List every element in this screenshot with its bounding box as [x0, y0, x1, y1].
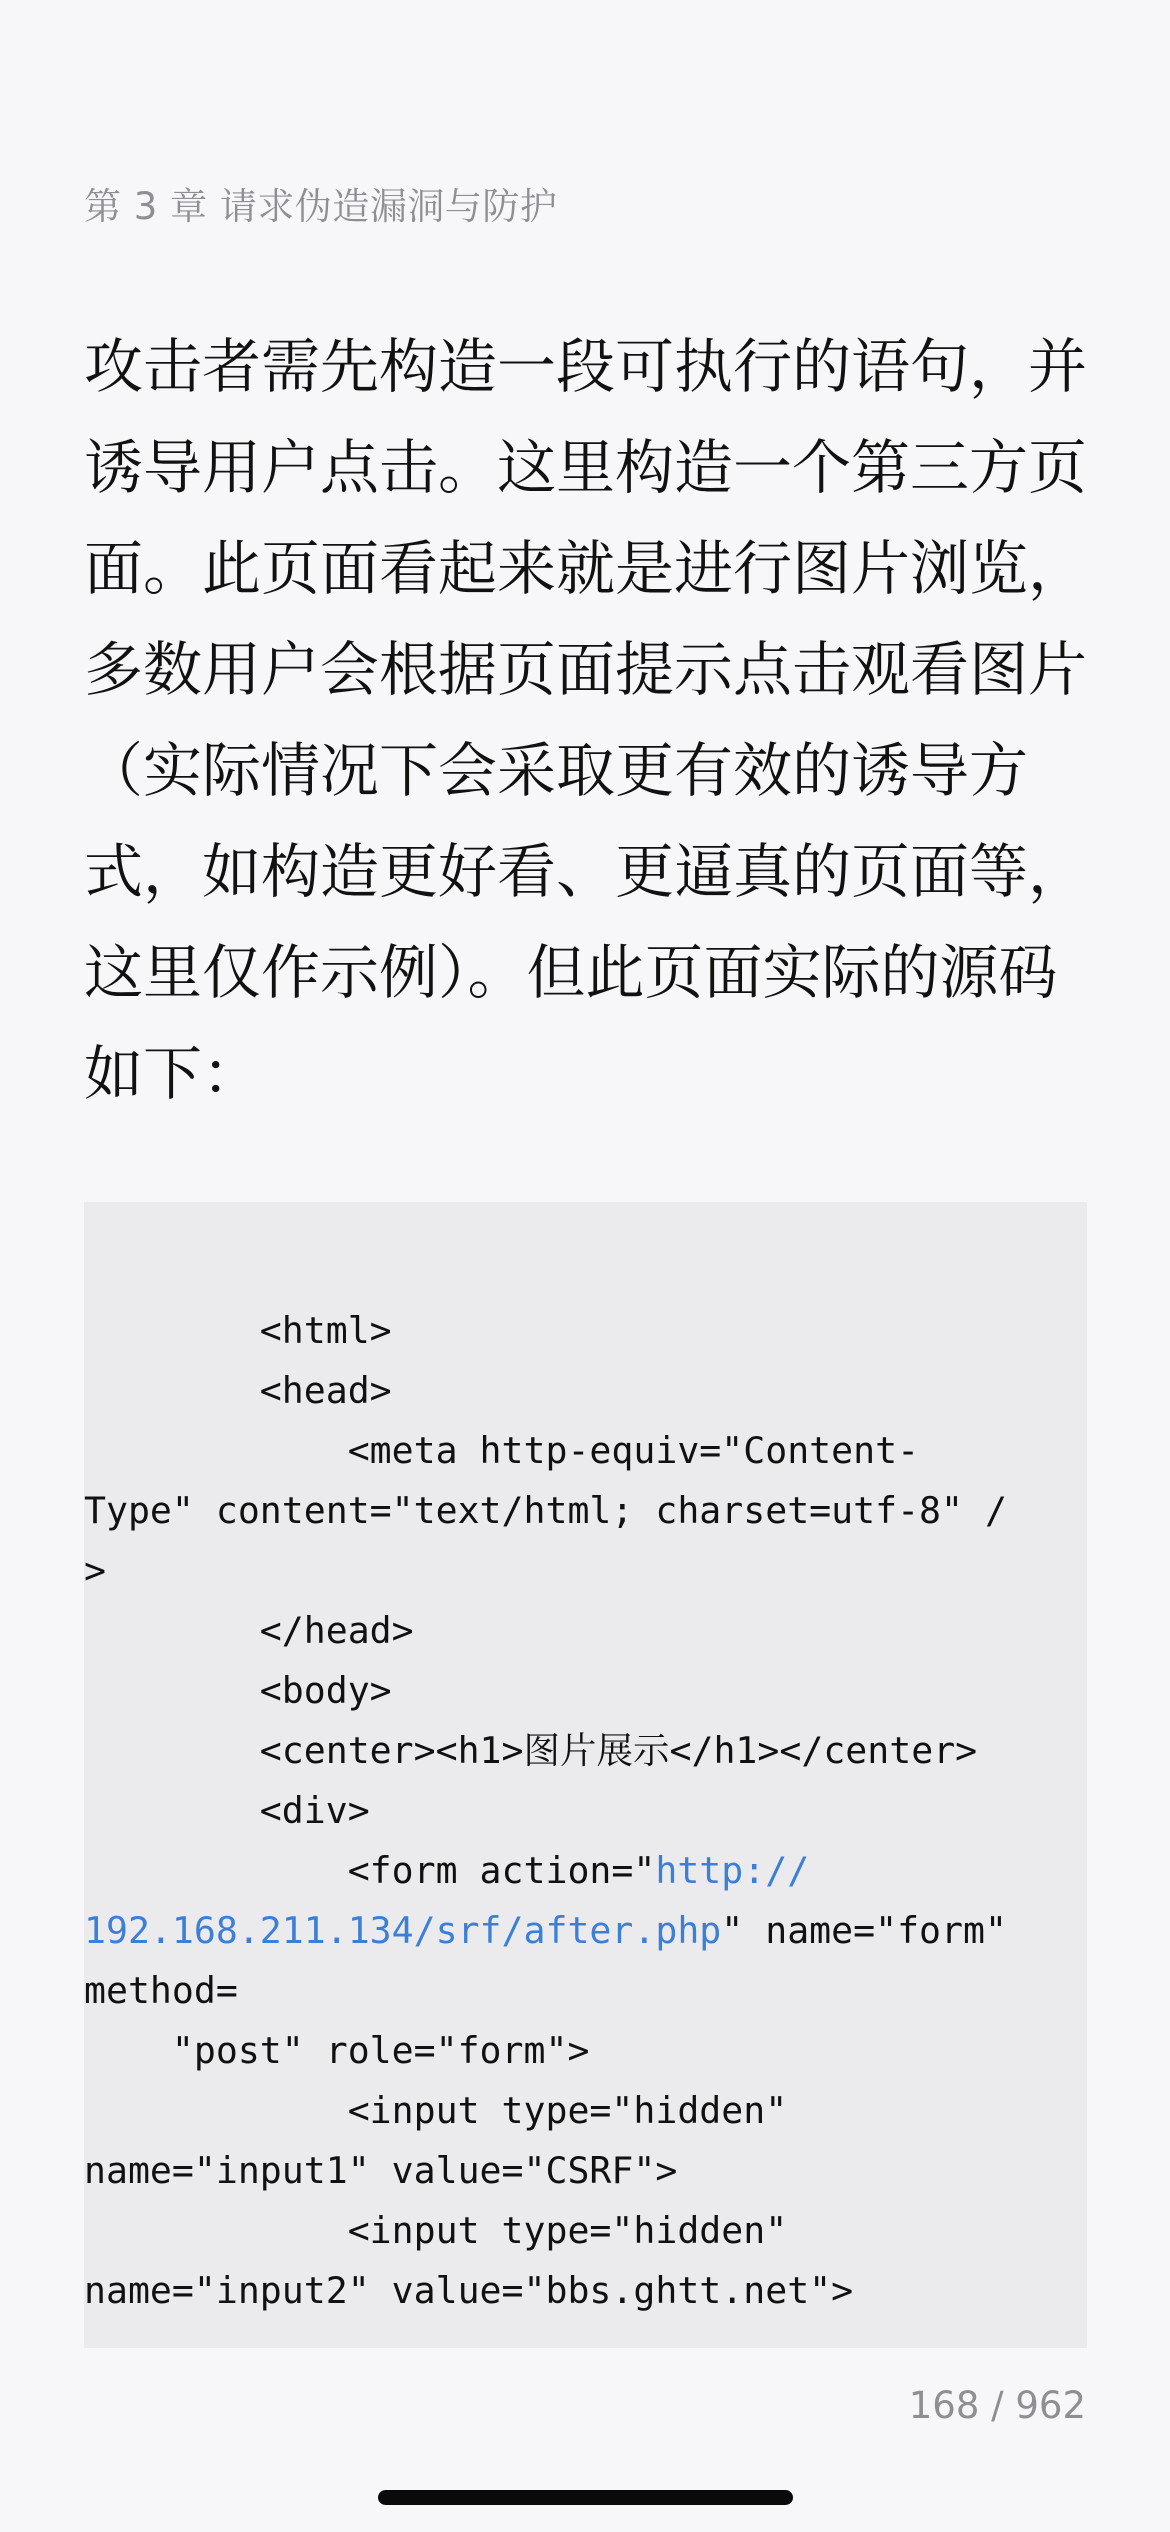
code-line: <input type="hidden": [84, 2089, 788, 2132]
code-line: <div>: [84, 1789, 370, 1832]
body-line: （实际情况下会采取更有效的诱导方: [84, 736, 1029, 805]
page-counter: 168 / 962: [908, 2384, 1086, 2427]
code-line: <head>: [84, 1369, 392, 1412]
body-line: 诱导用户点击。这里构造一个第三方页: [84, 433, 1088, 502]
body-line: 多数用户会根据页面提示点击观看图片: [84, 635, 1088, 704]
body-line: 如下：: [84, 1039, 262, 1108]
body-line: 攻击者需先构造一段可执行的语句，并: [84, 332, 1088, 401]
code-line: method=: [84, 1969, 238, 2012]
body-line: 式，如构造更好看、更逼真的页面等，: [84, 837, 1088, 906]
home-indicator[interactable]: [378, 2490, 793, 2505]
code-line: <meta http-equiv="Content-: [84, 1429, 920, 1472]
code-text: " name="form": [721, 1909, 1007, 1952]
body-paragraph: [84, 316, 1094, 1124]
code-line: [84, 1841, 1007, 1901]
body-line: 这里仅作示例）。但此页面实际的源码: [84, 938, 1058, 1007]
body-line: 面。此页面看起来就是进行图片浏览，: [84, 534, 1088, 603]
code-line: <body>: [84, 1669, 392, 1712]
code-line: name="input1" value="CSRF">: [84, 2149, 678, 2192]
code-url-link[interactable]: 192.168.211.134/srf/after.php: [84, 1909, 722, 1952]
code-url-link[interactable]: http://: [655, 1849, 810, 1892]
code-line: >: [84, 1549, 106, 1592]
chapter-title: 第 3 章 请求伪造漏洞与防护: [84, 185, 558, 228]
code-line: "post" role="form">: [84, 2029, 590, 2072]
code-line: name="input2" value="bbs.ghtt.net">: [84, 2269, 854, 2312]
code-line: Type" content="text/html; charset=utf-8" /: [84, 1489, 1007, 1532]
code-line: <input type="hidden": [84, 2209, 788, 2252]
code-text: <form action=": [84, 1849, 656, 1892]
code-line: </head>: [84, 1609, 414, 1652]
code-block: [84, 1202, 1087, 2348]
code-listing: [84, 1301, 1007, 2321]
code-line: <center><h1>图片展示</h1></center>: [84, 1729, 978, 1772]
code-line: <html>: [84, 1309, 392, 1352]
code-line: [84, 1901, 1007, 1961]
